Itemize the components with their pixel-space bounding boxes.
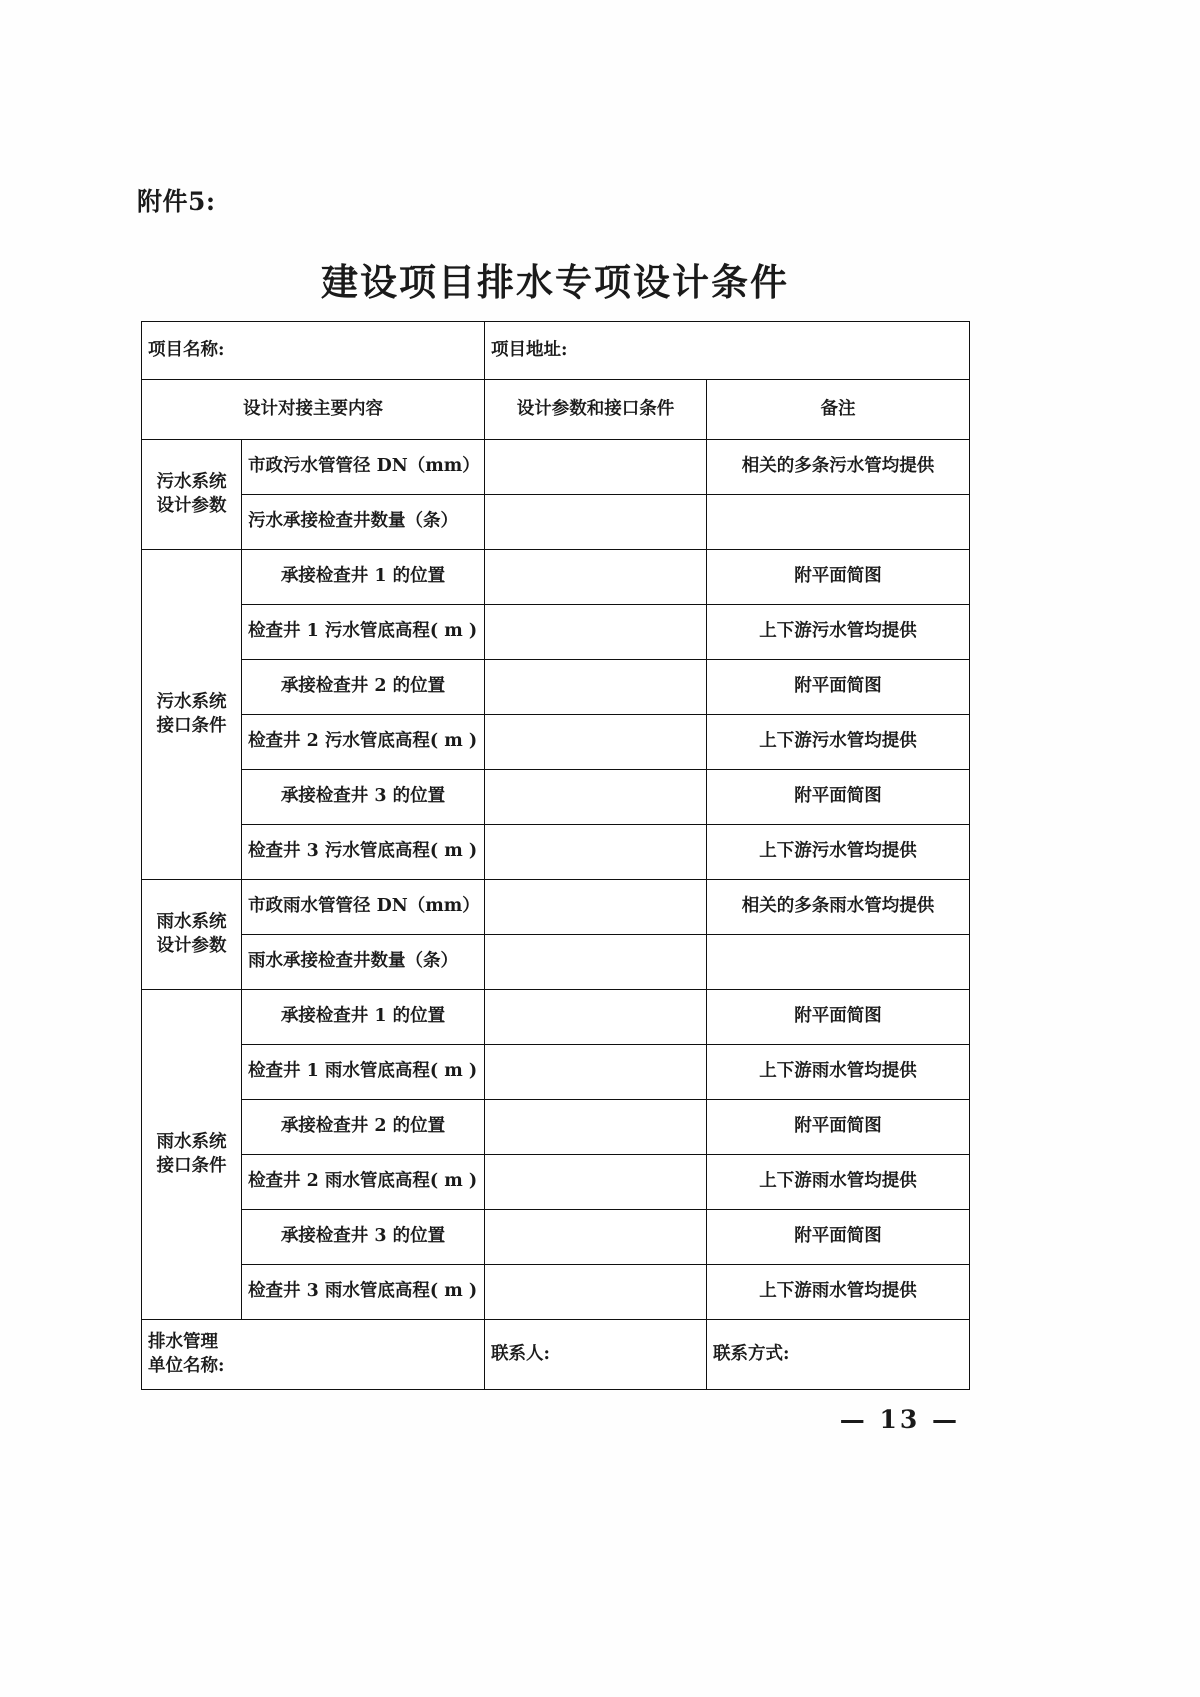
table-row [142,550,970,605]
group-label-line2: 设计参数 [156,495,227,516]
row-remark: 上下游雨水管均提供 [707,1265,970,1320]
table-row [142,825,970,880]
row-value-field[interactable] [485,935,707,990]
row-remark: 上下游雨水管均提供 [707,1045,970,1100]
contact-person-label: 联系人: [485,1320,707,1390]
group-label-2 [142,880,242,990]
row-remark: 上下游污水管均提供 [707,715,970,770]
row-remark: 上下游雨水管均提供 [707,1155,970,1210]
row-value-field[interactable] [485,715,707,770]
group-label-line1: 污水系统 [156,472,227,493]
group-label-line1: 雨水系统 [156,1132,227,1153]
table-row-footer [142,1320,970,1390]
row-item-label: 市政雨水管管径 DN（mm） [242,880,485,935]
column-header-parameters: 设计参数和接口条件 [485,380,707,440]
row-remark: 附平面简图 [707,660,970,715]
table-row [142,715,970,770]
row-item-label: 检查井 2 污水管底高程( m ) [242,715,485,770]
row-item-label: 市政污水管管径 DN（mm） [242,440,485,495]
table-row-project-info [142,322,970,380]
contact-method-label: 联系方式: [707,1320,970,1390]
group-label-line2: 接口条件 [156,1155,227,1176]
table-body [142,322,970,1390]
table-row [142,1100,970,1155]
table-row [142,660,970,715]
group-label-0 [142,440,242,550]
group-label-line1: 雨水系统 [156,912,227,933]
row-remark: 附平面简图 [707,990,970,1045]
column-header-content: 设计对接主要内容 [142,380,485,440]
row-value-field[interactable] [485,495,707,550]
row-item-label: 承接检查井 3 的位置 [242,1210,485,1265]
table-row [142,495,970,550]
table-row-column-headers [142,380,970,440]
table-row [142,935,970,990]
row-remark: 上下游污水管均提供 [707,605,970,660]
page-number: — 13 — [839,1405,960,1434]
row-item-label: 承接检查井 1 的位置 [242,550,485,605]
page-title: 建设项目排水专项设计条件 [321,260,789,304]
row-item-label: 检查井 3 雨水管底高程( m ) [242,1265,485,1320]
row-value-field[interactable] [485,660,707,715]
group-label-1 [142,550,242,880]
row-remark: 附平面简图 [707,550,970,605]
row-item-label: 承接检查井 2 的位置 [242,660,485,715]
row-remark: 相关的多条雨水管均提供 [707,880,970,935]
row-remark: 上下游污水管均提供 [707,825,970,880]
row-item-label: 污水承接检查井数量（条） [242,495,485,550]
row-item-label: 检查井 3 污水管底高程( m ) [242,825,485,880]
row-remark: 附平面简图 [707,1100,970,1155]
project-address-label: 项目地址: [485,322,970,380]
row-item-label: 雨水承接检查井数量（条） [242,935,485,990]
row-remark [707,495,970,550]
table-row [142,880,970,935]
group-label-line1: 污水系统 [156,692,227,713]
row-item-label: 检查井 2 雨水管底高程( m ) [242,1155,485,1210]
row-item-label: 检查井 1 污水管底高程( m ) [242,605,485,660]
column-header-remarks: 备注 [707,380,970,440]
table-row [142,770,970,825]
row-value-field[interactable] [485,1155,707,1210]
row-value-field[interactable] [485,825,707,880]
table-row [142,1265,970,1320]
row-value-field[interactable] [485,1265,707,1320]
row-value-field[interactable] [485,880,707,935]
table-row [142,1210,970,1265]
group-label-3 [142,990,242,1320]
table-row [142,990,970,1045]
group-label-line2: 接口条件 [156,715,227,736]
row-value-field[interactable] [485,770,707,825]
table-row [142,605,970,660]
attachment-label: 附件5: [137,187,216,216]
row-value-field[interactable] [485,440,707,495]
row-value-field[interactable] [485,550,707,605]
table-row [142,440,970,495]
group-label-line2: 设计参数 [156,935,227,956]
row-remark: 附平面简图 [707,1210,970,1265]
table-row [142,1045,970,1100]
row-value-field[interactable] [485,605,707,660]
row-item-label: 承接检查井 1 的位置 [242,990,485,1045]
row-value-field[interactable] [485,1100,707,1155]
drainage-unit-label-line1: 排水管理 [148,1332,218,1353]
row-item-label: 承接检查井 2 的位置 [242,1100,485,1155]
design-conditions-table [141,321,970,1390]
row-value-field[interactable] [485,990,707,1045]
drainage-unit-name-label [142,1320,485,1390]
row-item-label: 承接检查井 3 的位置 [242,770,485,825]
row-remark [707,935,970,990]
row-remark: 相关的多条污水管均提供 [707,440,970,495]
row-value-field[interactable] [485,1210,707,1265]
row-value-field[interactable] [485,1045,707,1100]
project-name-label: 项目名称: [142,322,485,380]
table-row [142,1155,970,1210]
row-item-label: 检查井 1 雨水管底高程( m ) [242,1045,485,1100]
row-remark: 附平面简图 [707,770,970,825]
drainage-unit-label-line2: 单位名称: [148,1355,225,1376]
